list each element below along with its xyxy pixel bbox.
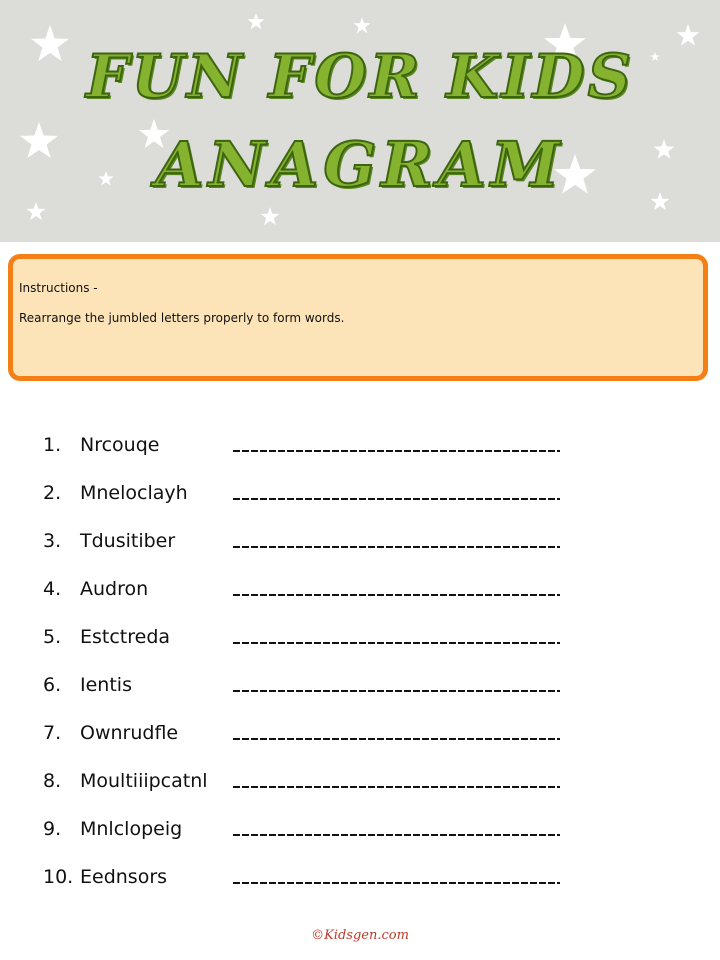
item-number: 10. <box>43 866 74 888</box>
answer-line <box>233 882 560 884</box>
item-number: 7. <box>43 722 62 744</box>
item-number: 3. <box>43 530 62 552</box>
list-item <box>0 430 720 478</box>
answer-line <box>233 594 560 596</box>
instructions-text: Rearrange the jumbled letters properly to form words. <box>19 311 345 325</box>
item-number: 5. <box>43 626 62 648</box>
jumbled-word: Tdusitiber <box>80 530 176 552</box>
answer-line <box>233 450 560 452</box>
jumbled-word: Nrcouqe <box>80 434 160 456</box>
list-item <box>0 478 720 526</box>
star-icon <box>260 207 279 225</box>
jumbled-word: Mnlclopeig <box>80 818 183 840</box>
list-item <box>0 670 720 718</box>
title-line-1: FUN FOR KIDS <box>86 42 634 112</box>
answer-line <box>233 690 560 692</box>
list-item <box>0 622 720 670</box>
word-list <box>0 430 720 910</box>
star-icon <box>247 13 264 29</box>
jumbled-word: Eednsors <box>80 866 168 888</box>
copyright-footer: ©Kidsgen.com <box>311 928 409 943</box>
answer-line <box>233 738 560 740</box>
item-number: 6. <box>43 674 62 696</box>
item-number: 4. <box>43 578 62 600</box>
jumbled-word: Ownrudfle <box>80 722 179 744</box>
item-number: 8. <box>43 770 62 792</box>
answer-line <box>233 834 560 836</box>
answer-line <box>233 498 560 500</box>
answer-line <box>233 786 560 788</box>
header-banner <box>0 0 720 242</box>
instructions-heading: Instructions - <box>19 281 98 295</box>
list-item <box>0 862 720 910</box>
jumbled-word: Moultiiipcatnl <box>80 770 208 792</box>
jumbled-word: Ientis <box>80 674 132 696</box>
jumbled-word: Estctreda <box>80 626 171 648</box>
title-line-2: ANAGRAM <box>155 128 565 201</box>
star-decoration <box>0 0 720 242</box>
list-item <box>0 766 720 814</box>
answer-line <box>233 546 560 548</box>
star-icon <box>26 202 45 220</box>
list-item <box>0 814 720 862</box>
list-item <box>0 574 720 622</box>
item-number: 2. <box>43 482 62 504</box>
jumbled-word: Mneloclayh <box>80 482 188 504</box>
item-number: 9. <box>43 818 62 840</box>
list-item <box>0 718 720 766</box>
list-item <box>0 526 720 574</box>
answer-line <box>233 642 560 644</box>
item-number: 1. <box>43 434 62 456</box>
star-icon <box>353 17 370 33</box>
instructions-box <box>8 254 708 381</box>
jumbled-word: Audron <box>80 578 149 600</box>
